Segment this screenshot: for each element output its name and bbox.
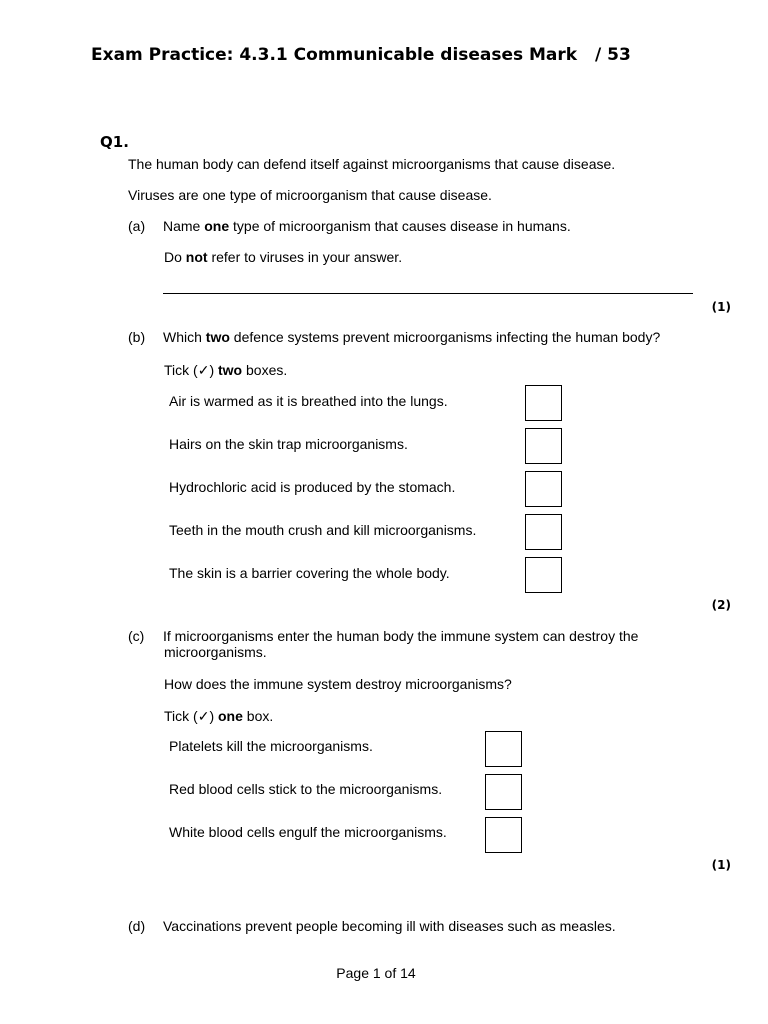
question-number: Q1.	[100, 133, 129, 151]
tick-icon: ✓	[197, 708, 210, 724]
checkbox-c2[interactable]	[485, 774, 522, 810]
part-c-label: (c)	[128, 628, 145, 644]
part-d-prompt: Vaccinations prevent people becoming ill with diseases such as measles.	[163, 918, 616, 934]
intro-line-2: Viruses are one type of microorganism that cause disease.	[128, 187, 492, 203]
checkbox-b1[interactable]	[525, 385, 562, 421]
option-text: Hairs on the skin trap microorganisms.	[169, 436, 408, 452]
tick-icon: ✓	[197, 362, 210, 378]
part-c-instruction: Tick (✓) one box.	[164, 708, 274, 724]
mark-total: / 53	[595, 45, 631, 65]
checkbox-c3[interactable]	[485, 817, 522, 853]
option-text: The skin is a barrier covering the whole body.	[169, 565, 450, 581]
option-text: Teeth in the mouth crush and kill microorganisms.	[169, 522, 477, 538]
part-c-prompt-line-1: If microorganisms enter the human body the immune system can destroy the	[163, 628, 639, 644]
part-b-marks: (2)	[711, 598, 731, 612]
checkbox-b2[interactable]	[525, 428, 562, 464]
checkbox-c1[interactable]	[485, 731, 522, 767]
intro-line-1: The human body can defend itself against microorganisms that cause disease.	[128, 156, 616, 172]
part-b-instruction: Tick (✓) two boxes.	[164, 362, 288, 378]
checkbox-b4[interactable]	[525, 514, 562, 550]
mark-label: Mark	[529, 45, 578, 65]
page-title: Exam Practice: 4.3.1 Communicable diseases	[91, 45, 524, 65]
part-b-prompt: Which two defence systems prevent microorganisms infecting the human body?	[163, 329, 661, 345]
part-a-note: Do not refer to viruses in your answer.	[164, 249, 403, 265]
part-a-prompt: Name one type of microorganism that causes disease in humans.	[163, 218, 571, 234]
option-text: Air is warmed as it is breathed into the lungs.	[169, 393, 448, 409]
answer-line[interactable]	[163, 293, 693, 294]
option-text: Platelets kill the microorganisms.	[169, 738, 373, 754]
part-c-prompt-line-2: microorganisms.	[164, 644, 267, 660]
part-c-marks: (1)	[711, 858, 731, 872]
part-c-question: How does the immune system destroy microorganisms?	[164, 676, 512, 692]
part-a-label: (a)	[128, 218, 146, 234]
page-number: Page 1 of 14	[336, 965, 416, 981]
checkbox-b3[interactable]	[525, 471, 562, 507]
option-text: White blood cells engulf the microorganisms.	[169, 824, 447, 840]
checkbox-b5[interactable]	[525, 557, 562, 593]
part-d-label: (d)	[128, 918, 146, 934]
part-b-label: (b)	[128, 329, 146, 345]
part-a-marks: (1)	[711, 300, 731, 314]
option-text: Red blood cells stick to the microorganisms.	[169, 781, 443, 797]
option-text: Hydrochloric acid is produced by the stomach.	[169, 479, 456, 495]
